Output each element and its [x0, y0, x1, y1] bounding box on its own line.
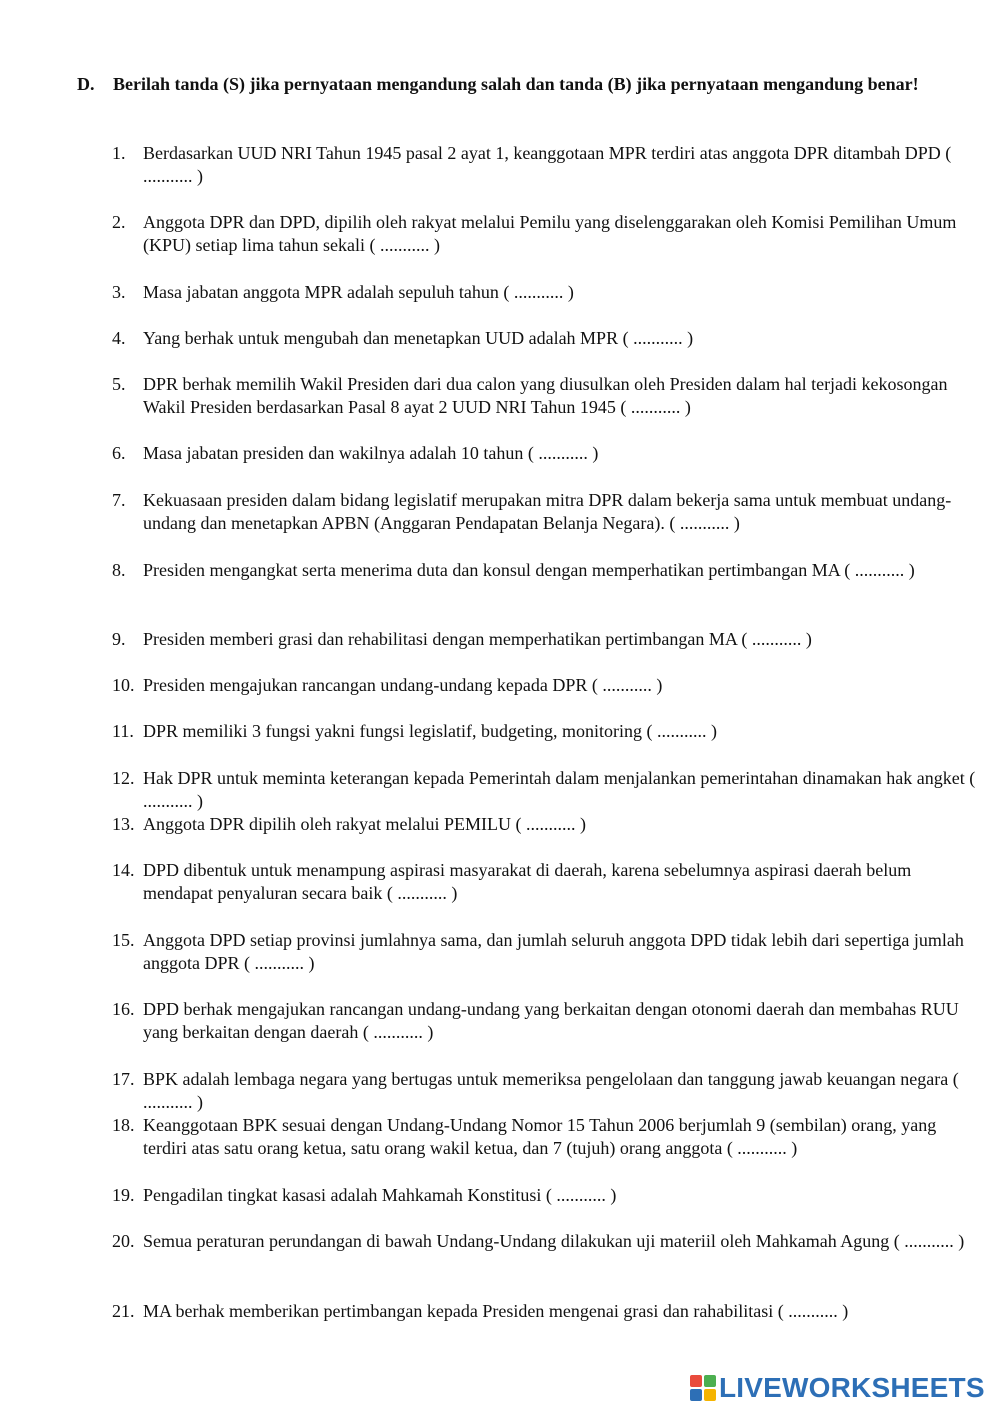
question-text: Masa jabatan anggota MPR adalah sepuluh tahun ( ........... )	[143, 282, 574, 302]
question-text: Presiden mengangkat serta menerima duta dan konsul dengan memperhatikan pertimbangan MA ( ........... )	[143, 560, 915, 580]
question-number: 3.	[112, 282, 126, 302]
question-item	[112, 929, 982, 975]
question-item	[112, 442, 982, 465]
question-text: Semua peraturan perundangan di bawah Undang-Undang dilakukan uji materiil oleh Mahkamah Agung ( ........... )	[143, 1231, 965, 1251]
question-number: 1.	[112, 143, 126, 163]
question-text: DPD dibentuk untuk menampung aspirasi masyarakat di daerah, karena sebelumnya aspirasi daerah belum mendapat penyaluran secara baik ( ........... )	[143, 860, 912, 903]
question-item	[112, 1184, 982, 1207]
question-item	[112, 859, 982, 905]
question-item	[112, 674, 982, 697]
question-text: Presiden memberi grasi dan rehabilitasi dengan memperhatikan pertimbangan MA ( ........... )	[143, 629, 812, 649]
question-text: DPD berhak mengajukan rancangan undang-undang yang berkaitan dengan otonomi daerah dan membahas RUU yang berkaitan dengan daerah ( ........... )	[143, 999, 959, 1042]
question-number: 18.	[112, 1115, 135, 1135]
section-letter: D.	[77, 74, 95, 94]
question-text: Pengadilan tingkat kasasi adalah Mahkamah Konstitusi ( ........... )	[143, 1185, 617, 1205]
question-item	[112, 998, 982, 1044]
question-item	[112, 1230, 982, 1253]
logo-text: LIVEWORKSHEETS	[719, 1372, 985, 1403]
question-item	[112, 720, 982, 743]
question-item	[112, 281, 982, 304]
question-number: 2.	[112, 212, 126, 232]
question-text: Anggota DPD setiap provinsi jumlahnya sama, dan jumlah seluruh anggota DPD tidak lebih dari sepertiga jumlah anggota DPR ( ........... )	[143, 930, 964, 973]
question-text: Keanggotaan BPK sesuai dengan Undang-Undang Nomor 15 Tahun 2006 berjumlah 9 (sembilan) orang, yang terdiri atas satu orang ketua, satu orang wakil ketua, dan 7 (tujuh) orang anggota ( ........... )	[143, 1115, 937, 1158]
question-number: 14.	[112, 860, 135, 880]
question-text: DPR berhak memilih Wakil Presiden dari dua calon yang diusulkan oleh Presiden dalam hal terjadi kekosongan Wakil Presiden berdasarkan Pasal 8 ayat 2 UUD NRI Tahun 1945 ( ........... )	[143, 374, 948, 417]
question-text: BPK adalah lembaga negara yang bertugas untuk memeriksa pengelolaan dan tanggung jawab keuangan negara ( ........... )	[143, 1069, 959, 1112]
question-text: Yang berhak untuk mengubah dan menetapkan UUD adalah MPR ( ........... )	[143, 328, 694, 348]
question-item	[112, 142, 982, 188]
section-instruction: Berilah tanda (S) jika pernyataan mengandung salah dan tanda (B) jika pernyataan mengandung benar!	[113, 74, 919, 94]
question-text: DPR memiliki 3 fungsi yakni fungsi legislatif, budgeting, monitoring ( ........... )	[143, 721, 717, 741]
question-number: 20.	[112, 1231, 135, 1251]
question-text: Berdasarkan UUD NRI Tahun 1945 pasal 2 ayat 1, keanggotaan MPR terdiri atas anggota DPR ditambah DPD ( ........... )	[143, 143, 952, 186]
question-number: 6.	[112, 443, 126, 463]
question-text: Anggota DPR dipilih oleh rakyat melalui PEMILU ( ........... )	[143, 814, 586, 834]
liveworksheets-logo[interactable]	[690, 1373, 985, 1403]
question-item	[112, 767, 982, 813]
logo-square-red	[690, 1375, 702, 1387]
question-item	[112, 327, 982, 350]
question-item	[112, 1114, 982, 1160]
question-number: 15.	[112, 930, 135, 950]
question-text: MA berhak memberikan pertimbangan kepada Presiden mengenai grasi dan rahabilitasi ( ........... )	[143, 1301, 849, 1321]
question-number: 19.	[112, 1185, 135, 1205]
question-number: 21.	[112, 1301, 135, 1321]
logo-square-yellow	[704, 1389, 716, 1401]
question-item	[112, 559, 982, 582]
section-header	[77, 72, 977, 96]
question-number: 10.	[112, 675, 135, 695]
question-text: Kekuasaan presiden dalam bidang legislatif merupakan mitra DPR dalam bekerja sama untuk membuat undang-undang dan menetapkan APBN (Anggaran Pendapatan Belanja Negara). ( ........... )	[143, 490, 952, 533]
question-text: Masa jabatan presiden dan wakilnya adalah 10 tahun ( ........... )	[143, 443, 599, 463]
question-text: Anggota DPR dan DPD, dipilih oleh rakyat melalui Pemilu yang diselenggarakan oleh Komisi Pemilihan Umum (KPU) setiap lima tahun sekali ( ........... )	[143, 212, 957, 255]
question-item	[112, 628, 982, 651]
question-item	[112, 1068, 982, 1114]
question-text: Presiden mengajukan rancangan undang-undang kepada DPR ( ........... )	[143, 675, 663, 695]
question-number: 7.	[112, 490, 126, 510]
question-number: 8.	[112, 560, 126, 580]
question-number: 16.	[112, 999, 135, 1019]
logo-square-green	[704, 1375, 716, 1387]
question-number: 9.	[112, 629, 126, 649]
question-item	[112, 813, 982, 836]
liveworksheets-logo-icon	[690, 1375, 716, 1401]
question-number: 4.	[112, 328, 126, 348]
question-text: Hak DPR untuk meminta keterangan kepada Pemerintah dalam menjalankan pemerintahan dinamakan hak angket ( ........... )	[143, 768, 976, 811]
question-number: 17.	[112, 1069, 135, 1089]
question-item	[112, 211, 982, 257]
logo-square-blue	[690, 1389, 702, 1401]
question-number: 12.	[112, 768, 135, 788]
question-number: 5.	[112, 374, 126, 394]
question-item	[112, 1300, 982, 1323]
question-item	[112, 489, 982, 535]
question-number: 11.	[112, 721, 134, 741]
question-number: 13.	[112, 814, 135, 834]
question-item	[112, 373, 982, 419]
